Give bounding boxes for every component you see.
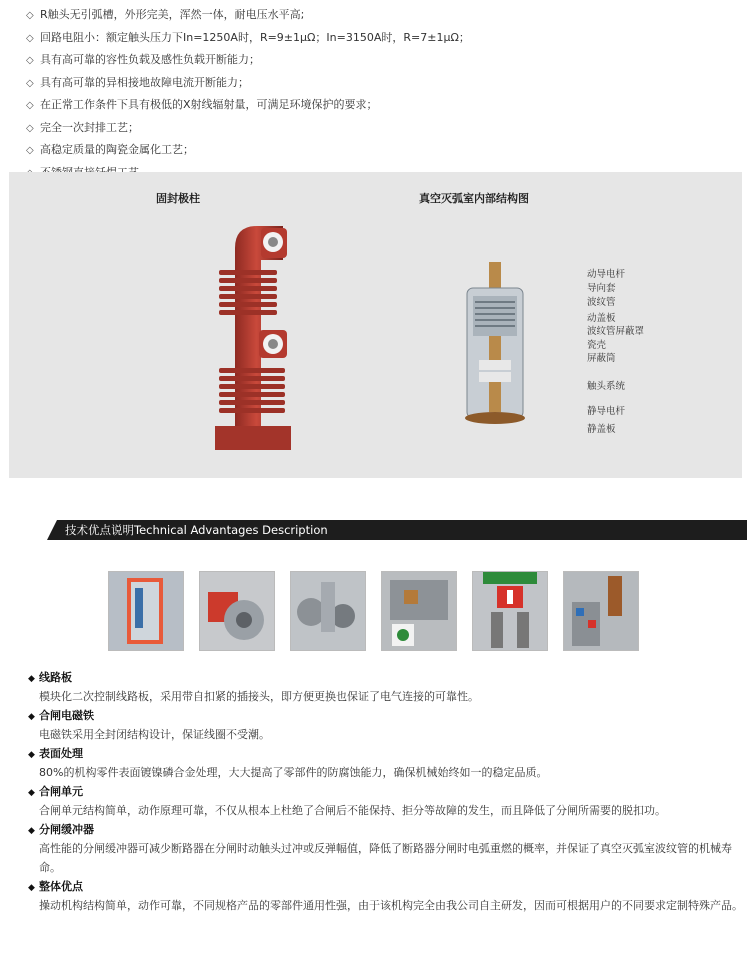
section-header-band	[9, 520, 747, 540]
opening-buffer-photo	[472, 571, 548, 651]
diamond-icon: ◇	[26, 100, 34, 111]
feature-title: ◆ 线路板	[28, 668, 743, 687]
callout-label: 瓷壳	[587, 340, 607, 351]
feature-description: 电磁铁采用全封闭结构设计，保证线圈不受潮。	[39, 728, 270, 741]
diamond-icon: ◆	[28, 674, 35, 684]
callout-label: 触头系统	[587, 381, 626, 392]
diamond-icon: ◇	[26, 77, 34, 89]
diamond-icon: ◆	[28, 826, 35, 836]
feature-description: 合闸单元结构简单，动作原理可靠，不仅从根本上杜绝了合闸后不能保持、拒分等故障的发生，而且降低了分闸所需要的脱扣功。	[39, 804, 666, 817]
circuit-board-photo	[108, 571, 184, 651]
callout-label: 动盖板	[587, 313, 616, 324]
surface-treatment-photo	[290, 571, 366, 651]
product-image-panel	[9, 172, 742, 478]
feature-bullet-list	[26, 4, 746, 184]
embedded-pole-caption: 固封极柱	[156, 192, 200, 205]
diamond-icon: ◇	[26, 32, 34, 44]
bullet-item: ◇ 在正常工作条件下具有极低的X射线辐射量，可满足环境保护的要求；	[26, 94, 746, 117]
callout-label: 导向套	[587, 283, 616, 294]
diamond-icon: ◆	[28, 788, 35, 798]
feature-item	[28, 706, 743, 744]
overall-mechanism-photo	[563, 571, 639, 651]
closing-electromagnet-photo	[199, 571, 275, 651]
feature-title: ◆ 合闸单元	[28, 782, 743, 801]
section-title: 技术优点说明Technical Advantages Description	[65, 523, 328, 537]
bullet-item: ◇ R触头无引弧槽，外形完美，浑然一体，耐电压水平高;	[26, 4, 746, 27]
diamond-icon: ◆	[28, 750, 35, 760]
feature-description: 模块化二次控制线路板，采用带自扣紧的插接头，即方便更换也保证了电气连接的可靠性。	[39, 690, 479, 703]
feature-description: 操动机构结构简单，动作可靠，不同规格产品的零部件通用性强，由于该机构完全由我公司自主研发，因而可根据用户的不同要求定制特殊产品。	[39, 899, 743, 912]
bullet-item: ◇ 回路电阻小：额定触头压力下In=1250A时，R=9±1μΩ；In=3150A时，R=7±1μΩ；	[26, 27, 746, 50]
interrupter-diagram-caption: 真空灭弧室内部结构图	[419, 192, 529, 205]
diamond-icon: ◆	[28, 883, 35, 893]
callout-label: 静导电杆	[587, 406, 626, 417]
bullet-item: ◇ 具有高可靠的异相接地故障电流开断能力；	[26, 72, 746, 95]
diamond-icon: ◇	[26, 122, 34, 134]
embedded-pole-image	[199, 218, 299, 458]
diamond-icon: ◇	[26, 145, 34, 156]
product-thumbnail-row	[108, 571, 548, 651]
callout-label: 屏蔽筒	[587, 353, 616, 364]
diamond-icon: ◇	[26, 55, 34, 66]
feature-description: 80%的机构零件表面镀镍磷合金处理，大大提高了零部件的防腐蚀能力，确保机械始终如一的稳定品质。	[39, 766, 548, 779]
feature-item	[28, 782, 743, 820]
closing-unit-photo	[381, 571, 457, 651]
bullet-item: ◇ 具有高可靠的容性负载及感性负载开断能力；	[26, 49, 746, 72]
callout-label: 波纹管	[587, 297, 616, 308]
feature-item	[28, 820, 743, 877]
feature-title: ◆ 表面处理	[28, 744, 743, 763]
feature-description: 高性能的分闸缓冲器可减少断路器在分闸时动触头过冲或反弹幅值，降低了断路器分闸时电弧重燃的概率，并保证了真空灭弧室波纹管的机械寿命。	[39, 842, 732, 874]
feature-item	[28, 877, 743, 915]
technical-advantages-list	[28, 668, 743, 915]
diamond-icon: ◆	[28, 712, 35, 722]
band-accent	[9, 520, 47, 540]
feature-title: ◆ 分闸缓冲器	[28, 820, 743, 839]
feature-title: ◆ 合闸电磁铁	[28, 706, 743, 725]
callout-label: 波纹管屏蔽罩	[587, 326, 645, 337]
band-accent-edge	[47, 520, 57, 540]
callout-label: 静盖板	[587, 424, 616, 435]
bullet-item: ◇ 完全一次封排工艺；	[26, 117, 746, 140]
interrupter-cutaway-image	[449, 256, 579, 446]
callout-label: 动导电杆	[587, 269, 626, 280]
bullet-item: ◇ 高稳定质量的陶瓷金属化工艺；	[26, 139, 746, 162]
feature-item	[28, 668, 743, 706]
diamond-icon: ◇	[26, 10, 34, 21]
feature-title: ◆ 整体优点	[28, 877, 743, 896]
feature-item	[28, 744, 743, 782]
